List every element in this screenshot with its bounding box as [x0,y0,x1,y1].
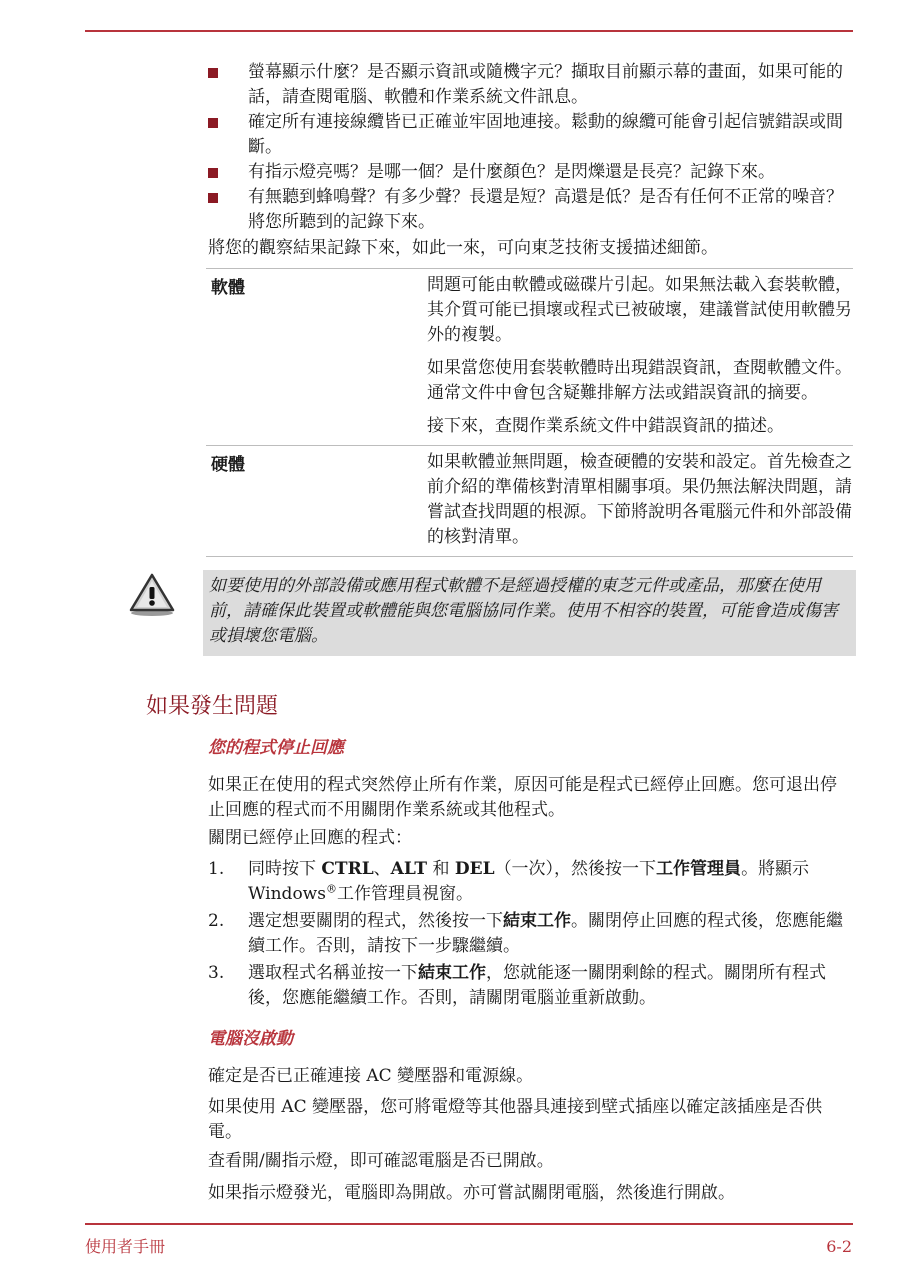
subsection-title: 您的程式停止回應 [208,738,344,758]
paragraph: 如果使用 AC 變壓器，您可將電燈等其他器具連接到壁式插座以確定該插座是否供電。 [208,1097,823,1142]
bullet-square-icon [208,68,218,78]
software-label: 軟體 [211,278,245,298]
paragraph: 如果指示燈發光，電腦即為開啟。亦可嘗試關閉電腦，然後進行開啟。 [208,1183,735,1203]
list-item: 3. 選取程式名稱並按一下結束工作，您就能逐一關閉剩餘的程式。關閉所有程式後，您應能繼續工作。否則，請關閉電腦並重新啟動。 [208,963,826,1008]
software-description: 問題可能由軟體或磁碟片引起。如果無法載入套裝軟體，其介質可能已損壞或程式已被破壞，建議嘗試使用軟體另外的複製。 如果當您使用套裝軟體時出現錯誤資訊，查閱軟體文件。通常文件中會包含疑難排解方法或錯誤資訊的摘要。 接下來，查閱作業系統文件中錯誤資訊的描述。 [427,275,852,436]
section-title: 如果發生問題 [146,694,279,719]
record-note: 將您的觀察結果記錄下來，如此一來，可向東芝技術支援描述細節。 [208,238,718,258]
troubleshoot-table [206,268,853,557]
footer-rule [85,1223,853,1225]
list-item: 確定所有連接線纜皆已正確並牢固地連接。鬆動的線纜可能會引起信號錯誤或間斷。 [208,110,852,160]
warning-box [203,570,856,656]
hardware-label: 硬體 [211,455,245,475]
list-item: 2. 選定想要關閉的程式，然後按一下結束工作。關閉停止回應的程式後，您應能繼續工作。否則，請按下一步驟繼續。 [208,911,843,956]
subsection-title: 電腦沒啟動 [208,1029,293,1049]
bullet-square-icon [208,118,218,128]
list-item: 螢幕顯示什麼？是否顯示資訊或隨機字元？擷取目前顯示幕的畫面，如果可能的話，請查閱電腦、軟體和作業系統文件訊息。 [208,60,852,110]
header-rule [85,30,853,32]
page-number: 6-2 [826,1237,852,1256]
bullet-square-icon [208,193,218,203]
list-item: 有無聽到蜂鳴聲？有多少聲？長還是短？高還是低？是否有任何不正常的噪音？將您所聽到的記錄下來。 [208,185,852,235]
list-item: 1. 同時按下 CTRL、ALT 和 DEL（一次），然後按一下工作管理員。將顯示 Windows®工作管理員視窗。 [208,859,810,904]
paragraph: 確定是否已正確連接 AC 變壓器和電源線。 [208,1066,534,1086]
table-row-software [206,269,853,446]
table-row-hardware [206,446,853,557]
steps-list [208,857,852,1011]
checklist [208,60,852,235]
steps-lead: 關閉已經停止回應的程式： [208,828,412,848]
paragraph: 如果正在使用的程式突然停止所有作業，原因可能是程式已經停止回應。您可退出停止回應的程式而不用關閉作業系統或其他程式。 [208,775,837,820]
list-item: 有指示燈亮嗎？是哪一個？是什麼顏色？是閃爍還是長亮？記錄下來。 [208,160,852,185]
warning-text: 如要使用的外部設備或應用程式軟體不是經過授權的東芝元件或產品，那麼在使用前，請確保此裝置或軟體能與您電腦協同作業。使用不相容的裝置，可能會造成傷害或損壞您電腦。 [209,576,838,646]
bullet-square-icon [208,168,218,178]
warning-icon [128,572,176,616]
footer-manual-title: 使用者手冊 [85,1237,166,1256]
hardware-description: 如果軟體並無問題，檢查硬體的安裝和設定。首先檢查之前介紹的準備核對清單相關事項。果仍無法解決問題，請嘗試查找問題的根源。下節將說明各電腦元件和外部設備的核對清單。 [427,452,852,547]
paragraph: 查看開/關指示燈，即可確認電腦是否已開啟。 [208,1151,554,1171]
